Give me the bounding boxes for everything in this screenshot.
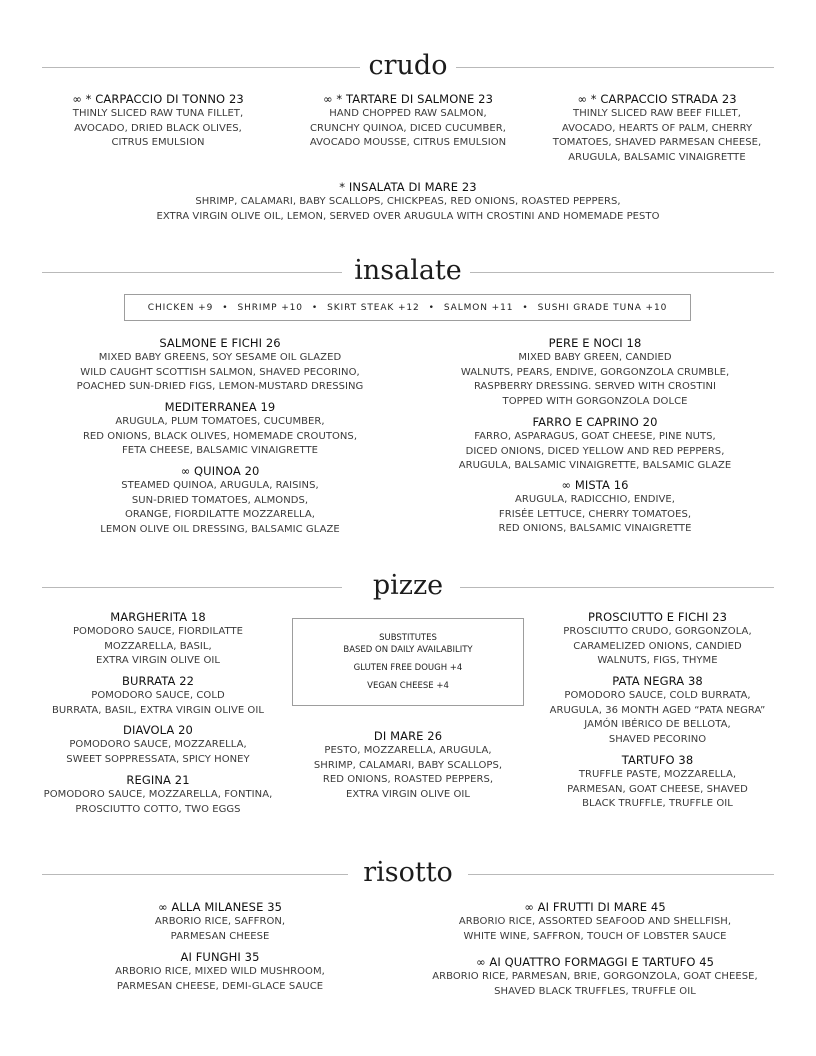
- item-name: ∞ * CARPACCIO STRADA 23: [577, 92, 737, 106]
- item-name: PROSCIUTTO E FICHI 23: [587, 610, 728, 624]
- item-name: AI FUNGHI 35: [180, 950, 260, 964]
- menu-item-farro-e-caprino: [430, 415, 760, 474]
- section-title-pizze: pizze: [372, 570, 444, 601]
- item-name: SALMONE E FICHI 26: [159, 336, 281, 350]
- section-header-crudo: [42, 47, 774, 87]
- item-name: ∞ ALLA MILANESE 35: [157, 900, 283, 914]
- menu-item-insalata-di-mare: [108, 180, 708, 224]
- item-description: ARBORIO RICE, SAFFRON, PARMESAN CHEESE: [154, 916, 286, 942]
- menu-item-ai-funghi: [80, 950, 360, 994]
- item-name: ∞ MISTA 16: [561, 478, 629, 492]
- item-description: FARRO, ASPARAGUS, GOAT CHEESE, PINE NUTS, DICED ONIONS, DICED YELLOW AND RED PEPPERS, ARUGULA, BALSAMIC VINAIGRETTE, BALSAMIC GLAZE: [458, 431, 732, 472]
- menu-item-carpaccio-strada: [537, 92, 777, 165]
- item-description: POMODORO SAUCE, FIORDILATTE MOZZARELLA, BASIL, EXTRA VIRGIN OLIVE OIL: [72, 626, 244, 667]
- menu-item-alla-milanese: [80, 900, 360, 944]
- section-header-pizze: [42, 567, 774, 607]
- item-description: TRUFFLE PASTE, MOZZARELLA, PARMESAN, GOAT CHEESE, SHAVED BLACK TRUFFLE, TRUFFLE OIL: [567, 769, 748, 810]
- section-title-crudo: crudo: [368, 50, 448, 81]
- menu-item-burrata: [28, 674, 288, 718]
- menu-item-margherita: [28, 610, 288, 669]
- menu-item-quinoa: [60, 464, 380, 537]
- separator-dot: •: [428, 302, 435, 313]
- item-name: REGINA 21: [126, 773, 190, 787]
- item-description: ARUGULA, PLUM TOMATOES, CUCUMBER, RED ONIONS, BLACK OLIVES, HOMEMADE CROUTONS, FETA CHEESE, BALSAMIC VINAIGRETTE: [82, 416, 358, 457]
- menu-item-di-mare: [298, 729, 518, 802]
- item-name: ∞ AI QUATTRO FORMAGGI E TARTUFO 45: [475, 955, 715, 969]
- section-header-insalate: [42, 252, 774, 292]
- item-name: DI MARE 26: [373, 729, 443, 743]
- item-description: THINLY SLICED RAW TUNA FILLET, AVOCADO, DRIED BLACK OLIVES, CITRUS EMULSION: [72, 108, 244, 149]
- item-description: MIXED BABY GREEN, CANDIED WALNUTS, PEARS, ENDIVE, GORGONZOLA CRUMBLE, RASPBERRY DRESSING. SERVED WITH CROSTINI TOPPED WITH GORGONZOLA DOLCE: [460, 352, 730, 407]
- menu-item-carpaccio-di-tonno: [58, 92, 258, 151]
- section-header-risotto: [42, 854, 774, 894]
- item-description: PESTO, MOZZARELLA, ARUGULA, SHRIMP, CALAMARI, BABY SCALLOPS, RED ONIONS, ROASTED PEPPERS, EXTRA VIRGIN OLIVE OIL: [313, 745, 503, 800]
- item-description: THINLY SLICED RAW BEEF FILLET, AVOCADO, HEARTS OF PALM, CHERRY TOMATOES, SHAVED PARMESAN CHEESE, ARUGULA, BALSAMIC VINAIGRETTE: [552, 108, 762, 163]
- item-name: ∞ AI FRUTTI DI MARE 45: [524, 900, 666, 914]
- menu-item-pata-negra: [530, 674, 785, 747]
- menu-item-tartufo: [530, 753, 785, 812]
- item-name: ∞ * CARPACCIO DI TONNO 23: [72, 92, 244, 106]
- menu-item-diavola: [28, 723, 288, 767]
- section-title-risotto: risotto: [363, 857, 453, 888]
- item-name: MEDITERRANEA 19: [164, 400, 276, 414]
- addon-salmon: SALMON +11: [443, 302, 514, 313]
- protein-addons-box: [124, 294, 691, 321]
- menu-item-mista: [430, 478, 760, 537]
- item-description: SHRIMP, CALAMARI, BABY SCALLOPS, CHICKPEAS, RED ONIONS, ROASTED PEPPERS, EXTRA VIRGIN OLIVE OIL, LEMON, SERVED OVER ARUGULA WITH CROSTINI AND HOMEMADE PESTO: [156, 196, 660, 222]
- item-description: HAND CHOPPED RAW SALMON, CRUNCHY QUINOA, DICED CUCUMBER, AVOCADO MOUSSE, CITRUS EMULSION: [309, 108, 507, 149]
- item-name: * INSALATA DI MARE 23: [339, 180, 477, 194]
- menu-item-regina: [28, 773, 288, 817]
- item-name: TARTUFO 38: [621, 753, 694, 767]
- menu-item-prosciutto-e-fichi: [530, 610, 785, 669]
- menu-item-ai-frutti-di-mare: [410, 900, 780, 944]
- addon-shrimp: SHRIMP +10: [237, 302, 303, 313]
- item-description: POMODORO SAUCE, COLD BURRATA, ARUGULA, 36 MONTH AGED “PATA NEGRA” JAMÓN IBÉRICO DE BELLOTA, SHAVED PECORINO: [549, 690, 766, 745]
- item-name: PERE E NOCI 18: [548, 336, 642, 350]
- item-name: ∞ QUINOA 20: [180, 464, 260, 478]
- item-description: PROSCIUTTO CRUDO, GORGONZOLA, CARAMELIZED ONIONS, CANDIED WALNUTS, FIGS, THYME: [563, 626, 752, 667]
- item-description: ARBORIO RICE, ASSORTED SEAFOOD AND SHELLFISH, WHITE WINE, SAFFRON, TOUCH OF LOBSTER SAUCE: [458, 916, 732, 942]
- item-name: PATA NEGRA 38: [612, 674, 703, 688]
- item-name: FARRO E CAPRINO 20: [532, 415, 658, 429]
- substitutes-heading: SUBSTITUTES: [379, 633, 437, 643]
- menu-item-salmone-e-fichi: [60, 336, 380, 395]
- item-description: POMODORO SAUCE, COLD BURRATA, BASIL, EXTRA VIRGIN OLIVE OIL: [52, 690, 264, 716]
- item-description: STEAMED QUINOA, ARUGULA, RAISINS, SUN-DRIED TOMATOES, ALMONDS, ORANGE, FIORDILATTE MOZZARELLA, LEMON OLIVE OIL DRESSING, BALSAMIC GLAZE: [100, 480, 340, 535]
- addon-chicken: CHICKEN +9: [147, 302, 214, 313]
- menu-item-mediterranea: [60, 400, 380, 459]
- item-description: MIXED BABY GREENS, SOY SESAME OIL GLAZED WILD CAUGHT SCOTTISH SALMON, SHAVED PECORINO, POACHED SUN-DRIED FIGS, LEMON-MUSTARD DRESSING: [76, 352, 364, 393]
- section-title-insalate: insalate: [354, 255, 462, 286]
- separator-dot: •: [222, 302, 229, 313]
- item-name: DIAVOLA 20: [123, 723, 193, 737]
- substitutes-box: [292, 618, 524, 706]
- substitutes-note: BASED ON DAILY AVAILABILITY: [343, 645, 473, 655]
- addon-skirt-steak: SKIRT STEAK +12: [327, 302, 420, 313]
- item-name: ∞ * TARTARE DI SALMONE 23: [322, 92, 494, 106]
- item-description: POMODORO SAUCE, MOZZARELLA, SWEET SOPPRESSATA, SPICY HONEY: [66, 739, 250, 765]
- menu-item-tartare-di-salmone: [298, 92, 518, 151]
- separator-dot: •: [522, 302, 529, 313]
- item-description: ARBORIO RICE, PARMESAN, BRIE, GORGONZOLA, GOAT CHEESE, SHAVED BLACK TRUFFLES, TRUFFLE OIL: [432, 971, 758, 997]
- vegan-cheese-option: VEGAN CHEESE +4: [367, 681, 449, 691]
- menu-item-pere-e-noci: [430, 336, 760, 409]
- item-description: ARBORIO RICE, MIXED WILD MUSHROOM, PARMESAN CHEESE, DEMI-GLACE SAUCE: [115, 966, 325, 992]
- menu-item-ai-quattro-formaggi: [410, 955, 780, 999]
- item-name: MARGHERITA 18: [110, 610, 206, 624]
- item-description: POMODORO SAUCE, MOZZARELLA, FONTINA, PROSCIUTTO COTTO, TWO EGGS: [43, 789, 273, 815]
- separator-dot: •: [311, 302, 319, 313]
- addon-sushi-tuna: SUSHI GRADE TUNA +10: [537, 302, 668, 313]
- item-description: ARUGULA, RADICCHIO, ENDIVE, FRISÉE LETTUCE, CHERRY TOMATOES, RED ONIONS, BALSAMIC VINAIGRETTE: [498, 494, 692, 535]
- gluten-free-option: GLUTEN FREE DOUGH +4: [353, 663, 463, 673]
- item-name: BURRATA 22: [121, 674, 195, 688]
